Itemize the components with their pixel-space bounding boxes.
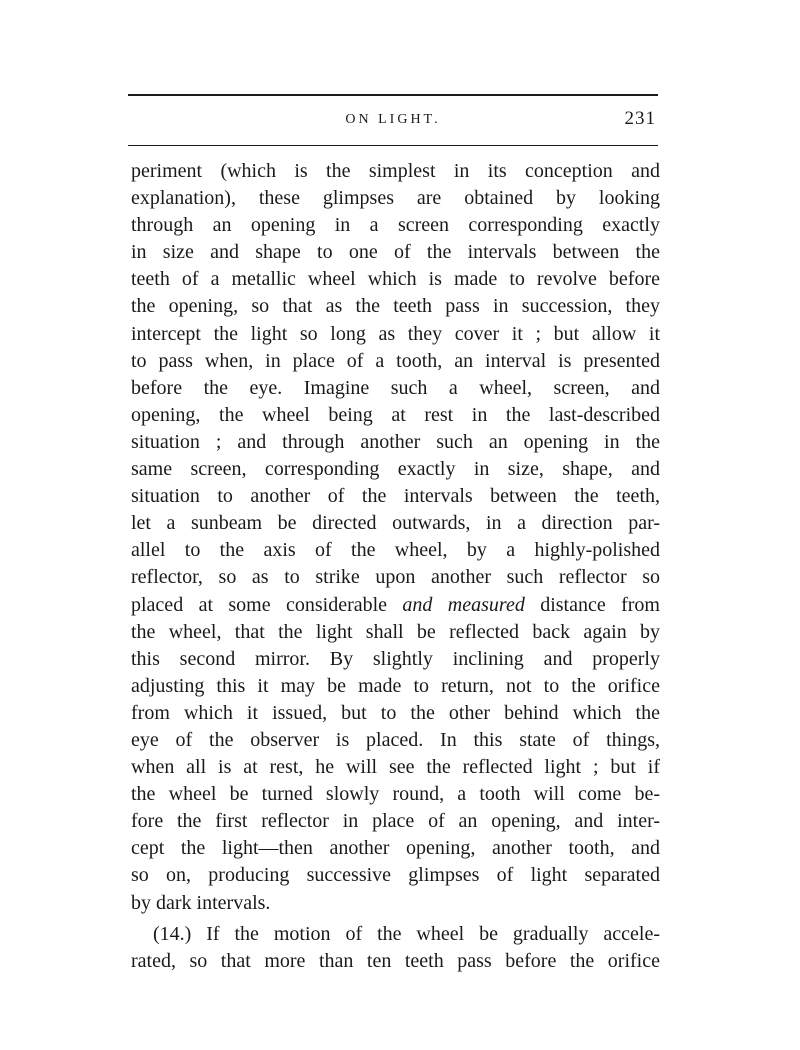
body-text <box>131 158 660 975</box>
text-line: when all is at rest, he will see the reflected light ; but if <box>131 756 660 779</box>
text-line: opening, the wheel being at rest in the last-described <box>131 403 660 426</box>
text-line: situation to another of the intervals between the teeth, <box>131 485 660 508</box>
text-line: fore the first reflector in place of an opening, and inter- <box>131 810 660 833</box>
text-line: let a sunbeam be directed outwards, in a direction par- <box>131 512 660 535</box>
page-number: 231 <box>624 108 656 129</box>
text-line: to pass when, in place of a tooth, an interval is presented <box>131 349 660 372</box>
text-line: from which it issued, but to the other behind which the <box>131 701 660 724</box>
header-rule-bottom <box>128 145 658 146</box>
running-title: ON LIGHT. <box>345 112 441 127</box>
text-line: allel to the axis of the wheel, by a highly-polished <box>131 539 660 562</box>
text-run: distance from <box>524 593 660 616</box>
header-rule-top <box>128 94 658 96</box>
text-line: so on, producing successive glimpses of light separated <box>131 864 660 887</box>
text-line: rated, so that more than ten teeth pass before the orifice <box>131 949 660 972</box>
text-line: the wheel, that the light shall be reflected back again by <box>131 620 660 643</box>
text-line-with-italic <box>131 592 660 619</box>
text-line: situation ; and through another such an opening in the <box>131 430 660 453</box>
text-line: reflector, so as to strike upon another such reflector so <box>131 566 660 589</box>
text-line: eye of the observer is placed. In this state of things, <box>131 728 660 751</box>
running-header <box>128 108 658 134</box>
paragraph <box>131 921 660 975</box>
text-line: same screen, corresponding exactly in size, shape, and <box>131 458 660 481</box>
text-line: teeth of a metallic wheel which is made to revolve before <box>131 268 660 291</box>
text-line: the opening, so that as the teeth pass in succession, they <box>131 295 660 318</box>
text-line: intercept the light so long as they cover it ; but allow it <box>131 322 660 345</box>
text-line: the wheel be turned slowly round, a tooth will come be- <box>131 783 660 806</box>
text-line: adjusting this it may be made to return, not to the orifice <box>131 674 660 697</box>
text-line: before the eye. Imagine such a wheel, screen, and <box>131 376 660 399</box>
text-line: cept the light—then another opening, another tooth, and <box>131 837 660 860</box>
text-line: explanation), these glimpses are obtained by looking <box>131 187 660 210</box>
italic-phrase: and measured <box>402 593 525 616</box>
text-line: by dark intervals. <box>131 891 271 914</box>
text-line: in size and shape to one of the intervals between the <box>131 241 660 264</box>
text-line: through an opening in a screen corresponding exactly <box>131 214 660 237</box>
text-run: placed at some considerable <box>131 593 403 616</box>
paragraph <box>131 158 660 917</box>
text-line: (14.) If the motion of the wheel be gradually accele- <box>153 922 660 945</box>
text-line: periment (which is the simplest in its conception and <box>131 160 660 182</box>
text-line: this second mirror. By slightly inclining and properly <box>131 647 660 670</box>
